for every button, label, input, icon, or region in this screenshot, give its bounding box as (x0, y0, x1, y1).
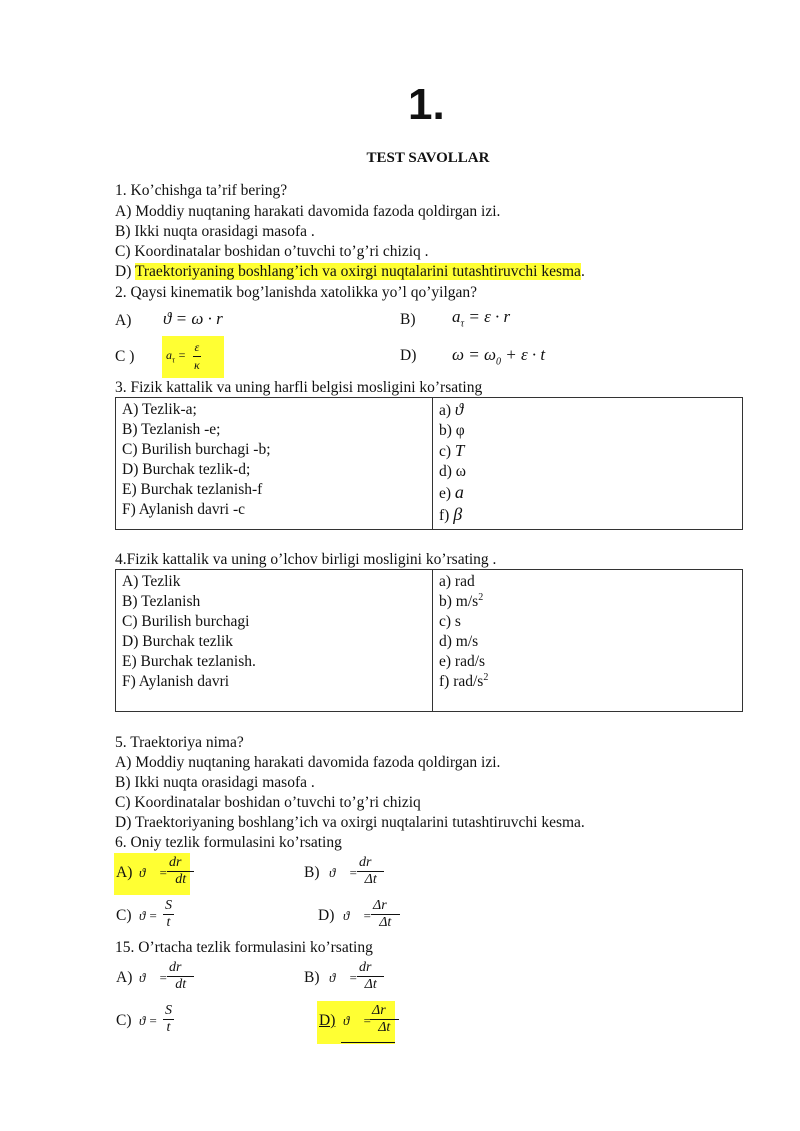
q15-option-b: B) ϑ⃗ = $\frac{dr⃗}{\Delta t}$ (304, 960, 383, 992)
page-number: 1. (408, 80, 445, 129)
q3-right-column: a) ϑ b) φ c) T d) ω e) a f) β (433, 398, 743, 530)
q2-d-label: D) (400, 347, 417, 364)
q1-option-c: C) Koordinatalar boshidan o’tuvchi to’g’ri chiziq . (115, 243, 429, 260)
q4-matching-table (115, 569, 743, 712)
q2-d-formula: $\omega = \omega_0 + \varepsilon \cdot t$ (452, 345, 546, 368)
q15-question: 15. O’rtacha tezlik formulasini ko’rsating (115, 939, 373, 956)
page-title: TEST SAVOLLAR (366, 150, 490, 166)
q15-option-a: A) ϑ⃗ = $\frac{dr⃗}{dt}$ (116, 960, 193, 992)
q1-option-d-suffix: . (580, 263, 585, 280)
q1-option-a: A) Moddiy nuqtaning harakati davomida fazoda qoldirgan izi. (115, 203, 501, 220)
q2-a-formula: ϑ = ω · r (163, 309, 223, 328)
q1-option-b: B) Ikki nuqta orasidagi masofa . (115, 223, 315, 240)
q5-option-a: A) Moddiy nuqtaning harakati davomida fazoda qoldirgan izi. (115, 754, 501, 771)
q2-c-numerator: ε (193, 339, 202, 357)
q2-question: 2. Qaysi kinematik bog’lanishda xatolikka yo’l qo’yilgan? (115, 284, 478, 301)
q5-option-d: D) Traektoriyaning boshlang’ich va oxirgi nuqtalarini tutashtiruvchi kesma. (115, 814, 585, 831)
q2-c-label: C ) (115, 348, 135, 365)
q4-question: 4.Fizik kattalik va uning o’lchov birligi mosligini ko’rsating . (115, 551, 497, 568)
q3-left-column: A) Tezlik-a; B) Tezlanish -e; C) Burilish burchagi -b; D) Burchak tezlik-d; E) Burchak tezlanish-f F) Aylanish davri -c (116, 398, 433, 530)
q6-question: 6. Oniy tezlik formulasini ko’rsating (115, 834, 342, 851)
q3-matching-table (115, 397, 743, 530)
q6-option-a-highlight: A) ϑ⃗ = $\frac{dr⃗}{dt}$ (114, 853, 190, 895)
q6-option-b: B) ϑ⃗ = $\frac{dr⃗}{\Delta t}$ (304, 855, 383, 887)
q1-option-d-highlighted: Traektoriyaning boshlang’ich va oxirgi nuqtalarini tutashtiruvchi kesma (134, 263, 581, 280)
q5-option-b: B) Ikki nuqta orasidagi masofa . (115, 774, 315, 791)
q2-b-formula: $a_\tau = \varepsilon \cdot r$ (452, 307, 511, 330)
q2-c-denominator: κ (194, 358, 200, 372)
q4-left-column: A) Tezlik B) Tezlanish C) Burilish burchagi D) Burchak tezlik E) Burchak tezlanish. F) Aylanish davri (116, 570, 433, 712)
q1-option-d (115, 262, 585, 282)
q15-option-c: C) ϑ = $\frac{S}{t}$ (116, 1003, 172, 1035)
q2-c-formula-highlight: $a_\tau$ = $\frac{\varepsilon}{\kappa}$ (162, 336, 224, 378)
q1-option-d-prefix: D) (115, 263, 135, 280)
q15-option-d-highlight: D) ϑ⃗ = $\frac{\Delta r⃗}{\Delta t}$ (317, 1001, 395, 1044)
q2-a-label: A) (115, 312, 132, 329)
q2-b-label: B) (400, 311, 416, 328)
q1-question: 1. Ko’chishga ta’rif bering? (115, 182, 288, 199)
q6-option-d: D) ϑ⃗ = $\frac{\Delta r⃗}{\Delta t}$ (318, 898, 398, 930)
q6-option-c: C) ϑ = $\frac{S}{t}$ (116, 898, 172, 930)
q3-question: 3. Fizik kattalik va uning harfli belgisi mosligini ko’rsating (115, 379, 483, 396)
q5-option-c: C) Koordinatalar boshidan o’tuvchi to’g’ri chiziq (115, 794, 421, 811)
q5-question: 5. Traektoriya nima? (115, 734, 244, 751)
q4-right-column: a) rad b) $m/s^2$ c) s d) m/s e) rad/s f) rad/$s^2$ (433, 570, 743, 712)
